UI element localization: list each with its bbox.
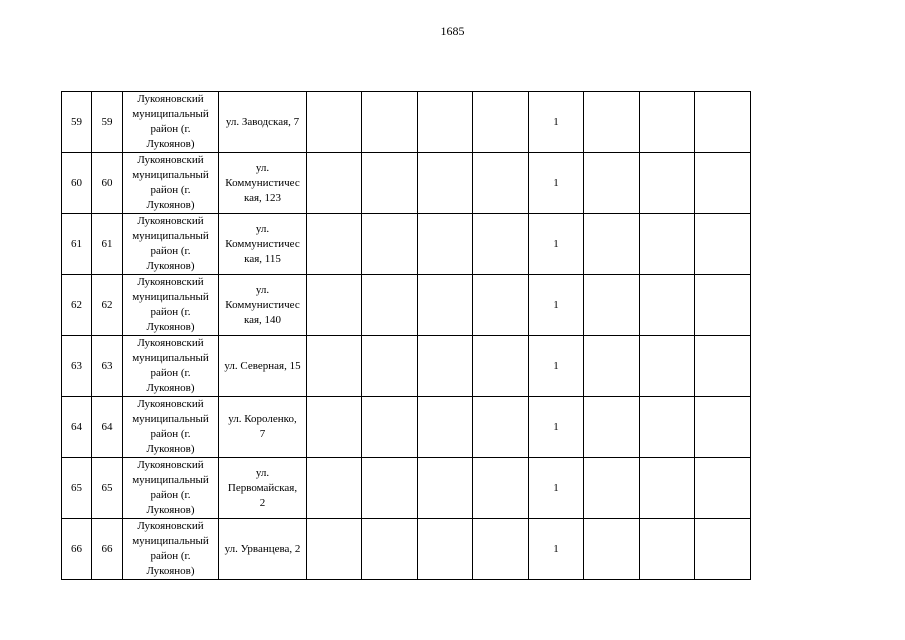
row-index-cell: 59: [92, 92, 123, 153]
district-cell: [123, 336, 219, 397]
empty-cell: [640, 153, 695, 214]
empty-cell: [362, 275, 418, 336]
district-cell-line: Лукоянов): [146, 504, 195, 516]
district-cell-line: муниципальный: [132, 535, 209, 547]
quantity-cell: 1: [529, 519, 584, 580]
table-row: [62, 214, 751, 275]
quantity-cell: 1: [529, 153, 584, 214]
quantity-cell: 1: [529, 336, 584, 397]
district-cell: [123, 519, 219, 580]
empty-cell: [362, 519, 418, 580]
empty-cell: [418, 214, 473, 275]
data-table: [61, 91, 751, 580]
district-cell: [123, 275, 219, 336]
district-cell-line: Лукоянов): [146, 443, 195, 455]
empty-cell: [418, 92, 473, 153]
district-cell-line: район (г.: [150, 428, 191, 440]
district-cell-line: район (г.: [150, 245, 191, 257]
empty-cell: [418, 275, 473, 336]
district-cell-line: район (г.: [150, 306, 191, 318]
address-cell: [219, 519, 307, 580]
district-cell-line: Лукоянов): [146, 382, 195, 394]
empty-cell: [473, 92, 529, 153]
district-cell: [123, 214, 219, 275]
address-cell: [219, 214, 307, 275]
empty-cell: [584, 458, 640, 519]
row-index-cell: 66: [92, 519, 123, 580]
table-row: [62, 336, 751, 397]
empty-cell: [695, 458, 751, 519]
empty-cell: [584, 336, 640, 397]
row-number-cell: 66: [62, 519, 92, 580]
empty-cell: [307, 275, 362, 336]
district-cell: [123, 458, 219, 519]
table-row: [62, 153, 751, 214]
empty-cell: [362, 153, 418, 214]
district-cell-line: Лукоянов): [146, 321, 195, 333]
empty-cell: [584, 519, 640, 580]
table-row: [62, 275, 751, 336]
empty-cell: [473, 336, 529, 397]
empty-cell: [695, 275, 751, 336]
address-cell-line: ул. Урванцева, 2: [224, 542, 301, 555]
district-cell-line: Лукояновский: [137, 398, 204, 410]
district-cell-line: Лукояновский: [137, 93, 204, 105]
district-cell-line: Лукояновский: [137, 215, 204, 227]
address-cell-line: Коммунистичес: [225, 298, 300, 311]
address-cell-line: ул. Северная, 15: [224, 359, 301, 372]
empty-cell: [473, 275, 529, 336]
row-index-cell: 64: [92, 397, 123, 458]
address-cell-line: ул.: [255, 283, 270, 296]
district-cell: [123, 153, 219, 214]
district-cell-line: муниципальный: [132, 291, 209, 303]
empty-cell: [418, 153, 473, 214]
empty-cell: [695, 153, 751, 214]
empty-cell: [640, 458, 695, 519]
empty-cell: [695, 214, 751, 275]
empty-cell: [473, 153, 529, 214]
empty-cell: [584, 92, 640, 153]
table-row: [62, 458, 751, 519]
address-cell: [219, 92, 307, 153]
empty-cell: [307, 336, 362, 397]
empty-cell: [584, 397, 640, 458]
address-cell-line: Коммунистичес: [225, 176, 300, 189]
table-body: [62, 92, 751, 580]
row-index-cell: 63: [92, 336, 123, 397]
address-cell: [219, 275, 307, 336]
row-number-cell: 62: [62, 275, 92, 336]
empty-cell: [362, 336, 418, 397]
row-index-cell: 60: [92, 153, 123, 214]
district-cell-line: Лукояновский: [137, 154, 204, 166]
district-cell-line: Лукояновский: [137, 459, 204, 471]
row-number-cell: 63: [62, 336, 92, 397]
district-cell-line: муниципальный: [132, 352, 209, 364]
empty-cell: [640, 92, 695, 153]
district-cell-line: Лукояновский: [137, 337, 204, 349]
row-number-cell: 64: [62, 397, 92, 458]
address-cell-line: 2: [259, 496, 266, 509]
address-cell-line: Коммунистичес: [225, 237, 300, 250]
empty-cell: [695, 519, 751, 580]
row-index-cell: 62: [92, 275, 123, 336]
empty-cell: [584, 214, 640, 275]
address-cell: [219, 153, 307, 214]
district-cell-line: Лукоянов): [146, 138, 195, 150]
empty-cell: [640, 336, 695, 397]
district-cell-line: муниципальный: [132, 108, 209, 120]
empty-cell: [695, 92, 751, 153]
district-cell-line: муниципальный: [132, 413, 209, 425]
empty-cell: [362, 458, 418, 519]
row-index-cell: 61: [92, 214, 123, 275]
empty-cell: [362, 92, 418, 153]
row-index-cell: 65: [92, 458, 123, 519]
address-cell: [219, 336, 307, 397]
address-cell-line: кая, 123: [243, 191, 282, 204]
address-cell: [219, 397, 307, 458]
district-cell-line: муниципальный: [132, 169, 209, 181]
empty-cell: [307, 92, 362, 153]
empty-cell: [418, 336, 473, 397]
district-cell-line: район (г.: [150, 550, 191, 562]
empty-cell: [307, 397, 362, 458]
empty-cell: [473, 519, 529, 580]
empty-cell: [473, 458, 529, 519]
address-cell-line: ул.: [255, 222, 270, 235]
district-cell-line: район (г.: [150, 367, 191, 379]
empty-cell: [362, 397, 418, 458]
district-cell-line: Лукояновский: [137, 520, 204, 532]
district-cell-line: район (г.: [150, 184, 191, 196]
quantity-cell: 1: [529, 92, 584, 153]
empty-cell: [695, 336, 751, 397]
row-number-cell: 60: [62, 153, 92, 214]
quantity-cell: 1: [529, 275, 584, 336]
quantity-cell: 1: [529, 458, 584, 519]
empty-cell: [307, 458, 362, 519]
quantity-cell: 1: [529, 214, 584, 275]
empty-cell: [473, 397, 529, 458]
empty-cell: [307, 153, 362, 214]
empty-cell: [584, 153, 640, 214]
empty-cell: [584, 275, 640, 336]
table-row: [62, 519, 751, 580]
district-cell-line: Лукоянов): [146, 199, 195, 211]
row-number-cell: 65: [62, 458, 92, 519]
district-cell-line: Лукоянов): [146, 565, 195, 577]
empty-cell: [418, 519, 473, 580]
table-row: [62, 397, 751, 458]
district-cell-line: муниципальный: [132, 474, 209, 486]
address-cell-line: ул.: [255, 161, 270, 174]
empty-cell: [418, 397, 473, 458]
district-cell-line: Лукояновский: [137, 276, 204, 288]
empty-cell: [418, 458, 473, 519]
address-cell-line: ул.: [255, 466, 270, 479]
empty-cell: [307, 519, 362, 580]
address-cell-line: 7: [259, 428, 266, 440]
page-number: 1685: [440, 24, 465, 38]
address-cell-line: ул. Короленко,: [228, 413, 297, 425]
empty-cell: [695, 397, 751, 458]
district-cell-line: район (г.: [150, 489, 191, 501]
address-cell-line: кая, 140: [243, 313, 282, 326]
row-number-cell: 61: [62, 214, 92, 275]
address-cell-line: Первомайская,: [227, 481, 298, 494]
empty-cell: [640, 214, 695, 275]
quantity-cell: 1: [529, 397, 584, 458]
row-number-cell: 59: [62, 92, 92, 153]
empty-cell: [473, 214, 529, 275]
district-cell-line: Лукоянов): [146, 260, 195, 272]
empty-cell: [307, 214, 362, 275]
district-cell: [123, 397, 219, 458]
district-cell: [123, 92, 219, 153]
empty-cell: [640, 397, 695, 458]
district-cell-line: район (г.: [150, 123, 191, 135]
address-cell: [219, 458, 307, 519]
table-row: [62, 92, 751, 153]
address-cell-line: кая, 115: [244, 252, 281, 265]
address-cell-line: ул. Заводская, 7: [225, 115, 300, 128]
empty-cell: [640, 519, 695, 580]
empty-cell: [362, 214, 418, 275]
district-cell-line: муниципальный: [132, 230, 209, 242]
empty-cell: [640, 275, 695, 336]
